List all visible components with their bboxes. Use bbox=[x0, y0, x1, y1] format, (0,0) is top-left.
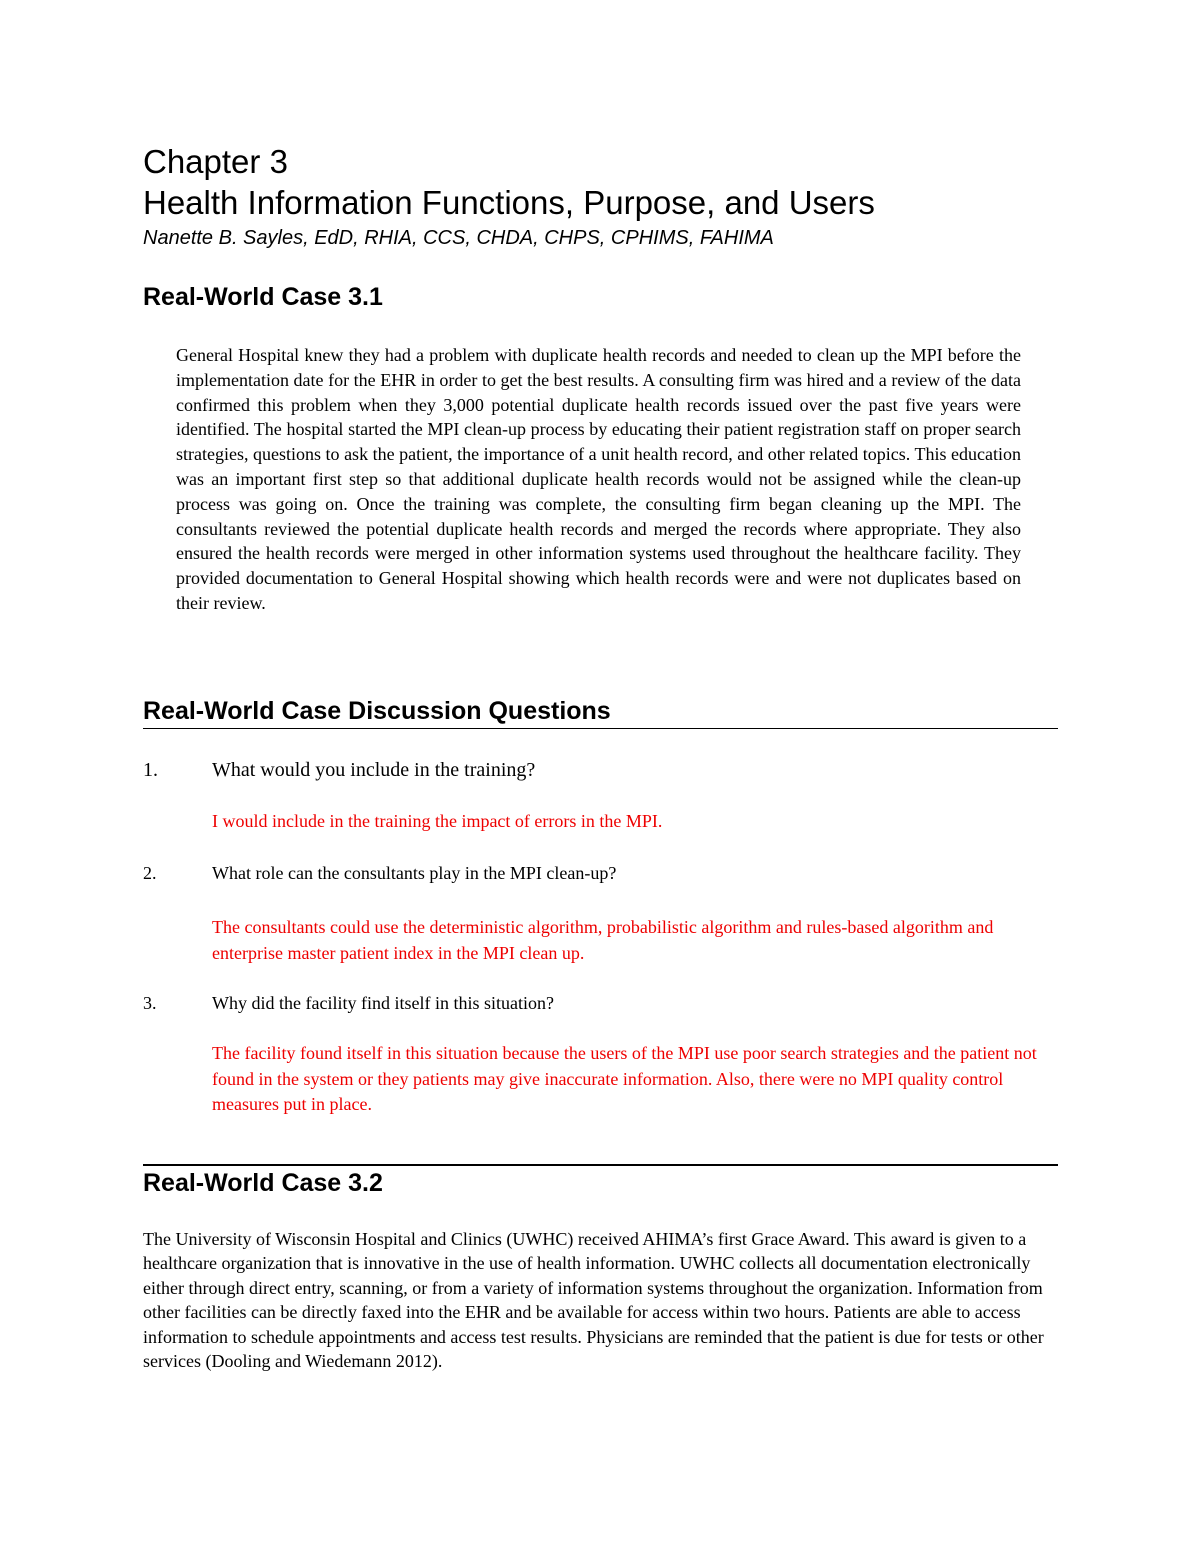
chapter-label: Chapter 3 bbox=[143, 143, 288, 180]
question-1-number: 1. bbox=[143, 759, 158, 781]
case-3-2-heading: Real-World Case 3.2 bbox=[143, 1169, 383, 1197]
case-3-2-body: The University of Wisconsin Hospital and Clinics (UWHC) received AHIMA’s first Grace Award. This award is given to a healthcare organization that is innovative in the use of health information. UWHC collects all documentation electronically either through direct entry, scanning, or from a variety of information systems throughout the organization. Information from other facilities can be directly faxed into the EHR and be available for access within two hours. Patients are able to access information to schedule appointments and access test results. Physicians are reminded that the patient is due for tests or other services (Dooling and Wiedemann 2012). bbox=[143, 1229, 1044, 1372]
question-3-number: 3. bbox=[143, 993, 157, 1013]
case-3-1-body: General Hospital knew they had a problem with duplicate health records and needed to clean up the MPI before the implementation date for the EHR in order to get the best results. A consulting firm was hired and a review of the data confirmed this problem when they 3,000 potential duplicate health records issued over the past five years were identified. The hospital started the MPI clean-up process by educating their patient registration staff on proper search strategies, questions to ask the patient, the importance of a unit health record, and other related topics. This education was an important first step so that additional duplicate health records would not be assigned while the clean-up process was going on. Once the training was complete, the consulting firm began cleaning up the MPI. The consultants reviewed the potential duplicate health records and merged the records where appropriate. They also ensured the health records were merged in other information systems used throughout the healthcare facility. They provided documentation to General Hospital showing which health records were and were not duplicates based on their review. bbox=[176, 345, 1021, 613]
question-2-text: What role can the consultants play in the MPI clean-up? bbox=[212, 863, 617, 883]
answer-1-text: I would include in the training the impact of errors in the MPI. bbox=[212, 811, 663, 831]
author-line: Nanette B. Sayles, EdD, RHIA, CCS, CHDA, CHPS, CPHIMS, FAHIMA bbox=[143, 227, 774, 249]
question-2-number: 2. bbox=[143, 863, 157, 883]
question-3-text: Why did the facility find itself in this situation? bbox=[212, 993, 554, 1013]
answer-2-text: The consultants could use the deterministic algorithm, probabilistic algorithm and rules-based algorithm and enterprise master patient index in the MPI clean up. bbox=[212, 917, 994, 963]
chapter-title: Health Information Functions, Purpose, and Users bbox=[143, 184, 875, 221]
section-divider-thick bbox=[143, 1164, 1058, 1166]
question-1-text: What would you include in the training? bbox=[212, 759, 536, 781]
discussion-questions-heading: Real-World Case Discussion Questions bbox=[143, 697, 611, 725]
case-3-1-heading: Real-World Case 3.1 bbox=[143, 283, 383, 311]
answer-3-text: The facility found itself in this situation because the users of the MPI use poor search strategies and the patient not found in the system or they patients may give inaccurate information. Also, there were no MPI quality control measures put in place. bbox=[212, 1043, 1037, 1114]
section-divider bbox=[143, 728, 1058, 729]
